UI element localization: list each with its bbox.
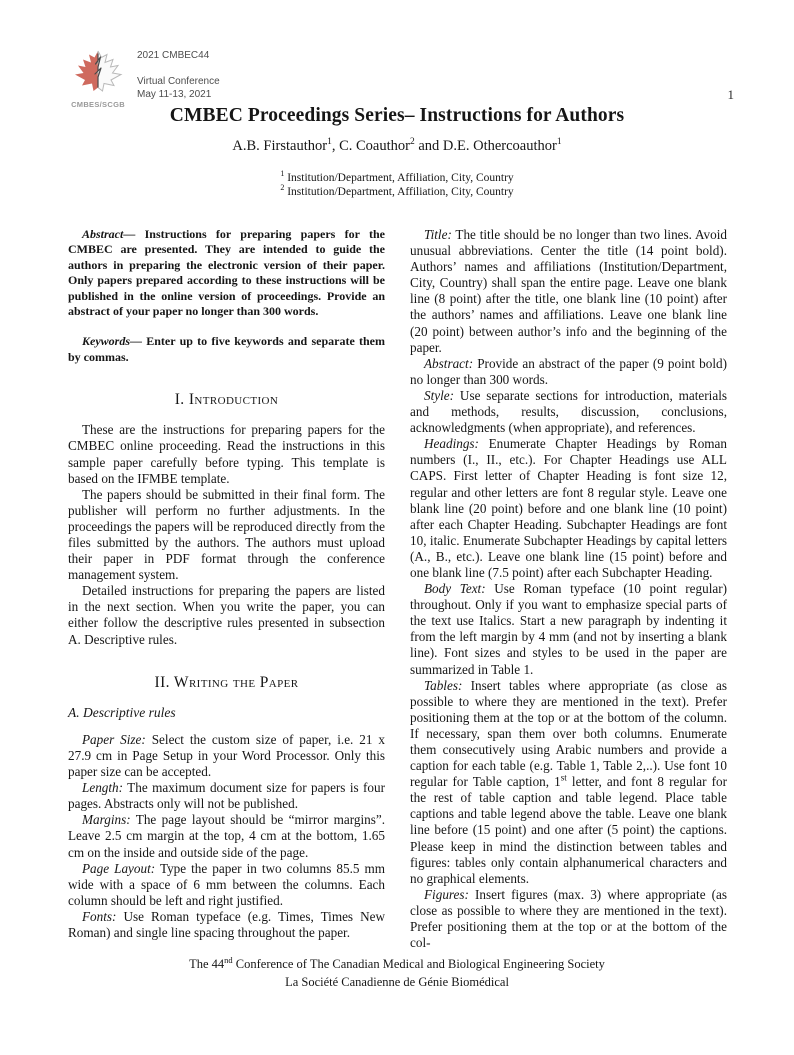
- cmbes-logo: [64, 48, 132, 109]
- intro-paragraph: These are the instructions for preparing papers for the CMBEC online proceeding. Read the instructions in this sample paper carefully before typing. This template is based on the IFMBE template.: [68, 422, 385, 486]
- affiliation-line: $^1$ Institution/Department, Affiliation, City, Country: [280, 169, 514, 184]
- cmbes-maple-leaf-ecg-icon: [67, 81, 129, 98]
- right-column: [410, 227, 727, 951]
- guideline-paragraph-title: Title: The title should be no longer than two lines. Avoid unusual abbreviations. Center the title (14 point bold). Authors’ names and affiliations (Institution/Department, City, Country) shall span the entire page. Leave one blank line (8 point) after the title, one blank line (10 point) after the authors’ names and affiliations. Leave one blank line (20 point) between author’s info and the beginning of the paper.: [410, 227, 727, 355]
- abstract-paragraph: Abstract— Instructions for preparing papers for the CMBEC are presented. They are intended to guide the authors in preparing the electronic version of their paper. Only papers prepared according to these instructions will be published in the online version of proceedings. Provide an abstract of your paper no longer than 300 words.: [68, 227, 385, 319]
- conference-header-meta: [137, 49, 220, 101]
- rule-paragraph-page-layout: Page Layout: Type the paper in two columns 85.5 mm wide with a space of 6 mm between the columns. Each column should be left and right justified.: [68, 860, 386, 908]
- page-number: 1: [727, 87, 734, 102]
- left-column: [68, 227, 385, 951]
- author: C. Coauthor$^2$ and: [339, 137, 443, 154]
- conference-id: 2021 CMBEC44: [137, 50, 210, 61]
- subsection-heading-descriptive-rules: A. Descriptive rules: [68, 704, 176, 720]
- rule-paragraph-margins: Margins: The page layout should be “mirror margins”. Leave 2.5 cm margin at the top, 4 cm at the bottom, 1.65 cm on the inside and outside side of the page.: [68, 812, 385, 860]
- rule-paragraph-fonts: Fonts: Use Roman typeface (e.g. Times, Times New Roman) and single line spacing throughout the paper.: [68, 908, 385, 940]
- page-footer: [0, 956, 794, 991]
- author: A.B. Firstauthor$^1$,: [232, 137, 340, 154]
- intro-paragraph: The papers should be submitted in their final form. The publisher will perform no further adjustments. In the proceedings the papers will be reproduced directly from the files submitted by the authors. The authors must upload their paper in PDF format through the conference management system.: [68, 486, 385, 583]
- section-heading-introduction: I. Introduction: [174, 391, 279, 409]
- logo-caption: CMBES/SCGB: [71, 100, 125, 109]
- footer-line-english: The 44nd Conference of The Canadian Medical and Biological Engineering Society: [189, 954, 605, 971]
- intro-paragraph: Detailed instructions for preparing the papers are listed in the next section. When you write the paper, you can either follow the descriptive rules presented in subsection A. Descriptive rules.: [68, 583, 385, 647]
- conference-type: Virtual Conference: [137, 76, 220, 87]
- footer-line-french: La Société Canadienne de Génie Biomédical: [285, 974, 509, 989]
- author: D.E. Othercoauthor$^1$: [442, 137, 562, 154]
- affiliation-line: $^2$ Institution/Department, Affiliation, City, Country: [280, 183, 514, 198]
- guideline-paragraph-style: Style: Use separate sections for introduction, materials and methods, results, discussion, conclusions, acknowledgments (when appropriate), and references.: [410, 387, 727, 436]
- guideline-paragraph-abstract: Abstract: Provide an abstract of the paper (9 point bold) no longer than 300 words.: [410, 355, 727, 387]
- guideline-paragraph-figures: Figures: Insert figures (max. 3) where appropriate (as close as possible to where they are mentioned in the text). Prefer positioning them at the top or at the bottom of the col-: [410, 886, 727, 951]
- keywords-paragraph: Keywords— Enter up to five keywords and separate them by commas.: [68, 334, 385, 364]
- section-heading-writing-the-paper: II. Writing the Paper: [154, 673, 299, 691]
- guideline-paragraph-tables: Tables: Insert tables where appropriate (as close as possible to where they are mentioned in the text). Prefer positioning them at the top or at the bottom of the column. If necessary, span them over both columns. Enumerate them consecutively using Arabic numbers and provide a caption for each table (e.g. Table 1, Table 2,..). Use font 10 regular for Table caption, 1st letter, and font 8 regular for the rest of table caption and table legend. Place table captions and table legend above the table. Leave one blank line before (15 point) and one after (5 point) the captions. Please keep in mind the distinction between tables and figures: tables only contain alphanumerical characters and no graphical elements.: [410, 677, 727, 886]
- rule-paragraph-paper-size: Paper Size: Select the custom size of paper, i.e. 21 x 27.9 cm in Page Setup in your Word Processor. Only this paper size can be accepted.: [68, 731, 385, 780]
- two-column-body: [68, 227, 727, 951]
- conference-dates: May 11-13, 2021: [137, 89, 212, 100]
- paper-title: CMBEC Proceedings Series– Instructions for Authors: [169, 105, 625, 126]
- affiliations: [0, 171, 794, 199]
- guideline-paragraph-headings: Headings: Enumerate Chapter Headings by Roman numbers (I., II., etc.). For Chapter Headings use ALL CAPS. First letter of Chapter Heading is font size 12, regular and other letters are font 8 regular style. Leave one blank line (20 point) before and one blank line (10 point) after each Chapter Heading. Subchapter Headings are font 10, italic. Enumerate Subchapter Headings by capital letters (A., B., etc.). Leave one blank line (15 point) before and one blank line (7.5 point) after each Subchapter Heading.: [410, 436, 727, 580]
- rule-paragraph-length: Length: The maximum document size for papers is four pages. Abstracts only will not be published.: [68, 780, 385, 812]
- authors-line: [0, 138, 794, 155]
- guideline-paragraph-body-text: Body Text: Use Roman typeface (10 point regular) throughout. Only if you want to emphasize special parts of the text use Italics. Start a new paragraph by indenting it from the left margin by 4 mm (and not by inserting a blank line). Font sizes and styles to be used in the paper are summarized in Table 1.: [410, 581, 727, 677]
